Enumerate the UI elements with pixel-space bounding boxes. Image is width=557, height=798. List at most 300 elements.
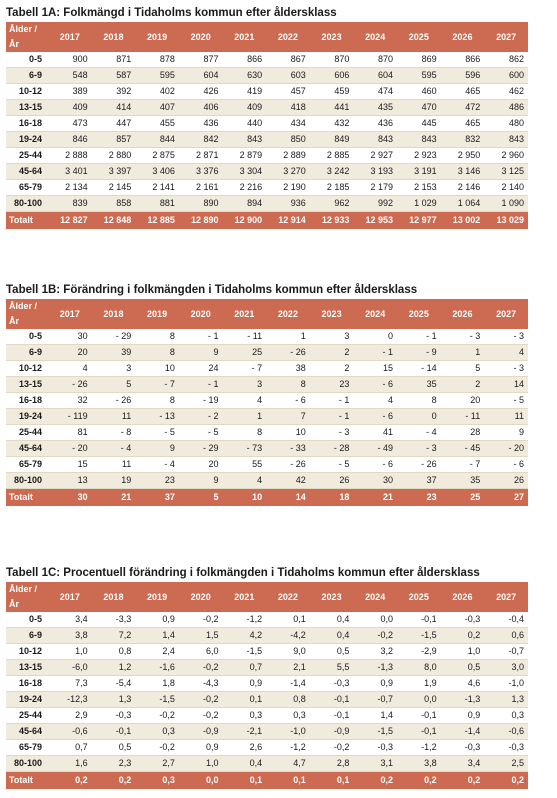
value-cell: 844 [135, 132, 179, 148]
value-cell: 1,0 [179, 756, 223, 772]
value-cell: 3 304 [223, 164, 267, 180]
total-cell: 18 [310, 489, 354, 507]
value-cell: 445 [397, 116, 441, 132]
value-cell: 465 [441, 84, 485, 100]
value-cell: 1,9 [397, 676, 441, 692]
value-cell: -0,9 [179, 724, 223, 740]
value-cell: - 6 [353, 409, 397, 425]
year-header: 2021 [223, 582, 267, 612]
value-cell: 3,8 [397, 756, 441, 772]
value-cell: 869 [397, 52, 441, 68]
value-cell: 0,2 [441, 628, 485, 644]
value-cell: - 1 [310, 409, 354, 425]
total-cell: 0,0 [179, 772, 223, 790]
age-class-cell: 65-79 [6, 180, 48, 196]
age-class-cell: 25-44 [6, 425, 48, 441]
value-cell: 14 [484, 377, 528, 393]
year-header: 2026 [441, 299, 485, 329]
age-class-cell: 0-5 [6, 612, 48, 628]
value-cell: 1 029 [397, 196, 441, 212]
header-row [6, 22, 528, 52]
value-cell: 11 [92, 457, 136, 473]
value-cell: - 5 [310, 457, 354, 473]
year-header: 2019 [135, 299, 179, 329]
total-cell: 0,2 [48, 772, 92, 790]
value-cell: 35 [397, 377, 441, 393]
value-cell: - 29 [92, 329, 136, 345]
value-cell: -0,3 [441, 612, 485, 628]
value-cell: 0,9 [441, 708, 485, 724]
value-cell: 587 [92, 68, 136, 84]
value-cell: 600 [484, 68, 528, 84]
year-header: 2021 [223, 22, 267, 52]
value-cell: 843 [484, 132, 528, 148]
total-cell: 14 [266, 489, 310, 507]
value-cell: 486 [484, 100, 528, 116]
table-title: Tabell 1C: Procentuell förändring i folkmängden i Tidaholms kommun efter åldersklass [6, 567, 480, 579]
value-cell: 26 [310, 473, 354, 489]
value-cell: 8 [223, 425, 267, 441]
value-cell: - 6 [484, 457, 528, 473]
value-cell: -3,3 [92, 612, 136, 628]
table-1a-section [6, 6, 528, 229]
value-cell: 0,8 [92, 644, 136, 660]
value-cell: 472 [441, 100, 485, 116]
value-cell: -0,9 [310, 724, 354, 740]
total-cell: 12 953 [353, 212, 397, 230]
age-class-cell: 25-44 [6, 148, 48, 164]
table-row [6, 628, 528, 644]
value-cell: 3,1 [353, 756, 397, 772]
value-cell: 3 146 [441, 164, 485, 180]
value-cell: - 8 [92, 425, 136, 441]
year-header: 2022 [266, 22, 310, 52]
value-cell: 3 397 [92, 164, 136, 180]
value-cell: 30 [48, 329, 92, 345]
value-cell: 5 [441, 361, 485, 377]
total-label: Totalt [6, 212, 48, 230]
value-cell: 9,0 [266, 644, 310, 660]
value-cell: - 33 [266, 441, 310, 457]
table-row [6, 692, 528, 708]
value-cell: 0,9 [135, 612, 179, 628]
year-header: 2027 [484, 582, 528, 612]
value-cell: 2 888 [48, 148, 92, 164]
year-header: 2019 [135, 22, 179, 52]
value-cell: 462 [484, 84, 528, 100]
value-cell: -12,3 [48, 692, 92, 708]
value-cell: 2 134 [48, 180, 92, 196]
value-cell: 3 270 [266, 164, 310, 180]
table-row [6, 457, 528, 473]
value-cell: -1,5 [135, 692, 179, 708]
change-table [6, 299, 528, 506]
value-cell: 4 [223, 473, 267, 489]
total-cell: 10 [223, 489, 267, 507]
table-row [6, 393, 528, 409]
value-cell: 474 [353, 84, 397, 100]
value-cell: 1,4 [353, 708, 397, 724]
value-cell: 470 [397, 100, 441, 116]
value-cell: 434 [266, 116, 310, 132]
value-cell: 9 [135, 441, 179, 457]
table-header [6, 582, 528, 612]
value-cell: 866 [223, 52, 267, 68]
value-cell: 0,5 [441, 660, 485, 676]
value-cell: - 5 [179, 425, 223, 441]
table-row [6, 708, 528, 724]
table-row [6, 196, 528, 212]
value-cell: 3 242 [310, 164, 354, 180]
total-cell: 13 029 [484, 212, 528, 230]
value-cell: - 3 [397, 441, 441, 457]
value-cell: -1,0 [484, 676, 528, 692]
year-header: 2023 [310, 299, 354, 329]
table-header [6, 22, 528, 52]
value-cell: -1,3 [353, 660, 397, 676]
value-cell: - 5 [135, 425, 179, 441]
value-cell: 8,0 [397, 660, 441, 676]
total-cell: 12 977 [397, 212, 441, 230]
value-cell: - 26 [266, 345, 310, 361]
age-class-cell: 10-12 [6, 361, 48, 377]
value-cell: - 45 [441, 441, 485, 457]
value-cell: 5 [92, 377, 136, 393]
total-cell: 0,1 [266, 772, 310, 790]
table-row [6, 345, 528, 361]
value-cell: 35 [441, 473, 485, 489]
value-cell: - 14 [397, 361, 441, 377]
value-cell: 3 406 [135, 164, 179, 180]
total-cell: 37 [135, 489, 179, 507]
age-class-cell: 45-64 [6, 164, 48, 180]
age-header: Ålder / År [6, 299, 48, 329]
age-class-cell: 6-9 [6, 345, 48, 361]
value-cell: - 13 [135, 409, 179, 425]
value-cell: - 7 [441, 457, 485, 473]
value-cell: 2,3 [92, 756, 136, 772]
value-cell: 604 [179, 68, 223, 84]
value-cell: 1 [441, 345, 485, 361]
value-cell: 0,7 [223, 660, 267, 676]
value-cell: 2 880 [92, 148, 136, 164]
value-cell: 890 [179, 196, 223, 212]
total-cell: 12 848 [92, 212, 136, 230]
total-cell: 0,3 [135, 772, 179, 790]
total-cell: 0,1 [223, 772, 267, 790]
age-class-cell: 19-24 [6, 692, 48, 708]
value-cell: 2 871 [179, 148, 223, 164]
table-row [6, 660, 528, 676]
year-header: 2020 [179, 582, 223, 612]
value-cell: - 2 [179, 409, 223, 425]
value-cell: 2 [441, 377, 485, 393]
value-cell: - 26 [48, 377, 92, 393]
table-row [6, 68, 528, 84]
value-cell: -1,3 [441, 692, 485, 708]
value-cell: 992 [353, 196, 397, 212]
value-cell: 10 [135, 361, 179, 377]
value-cell: 8 [135, 345, 179, 361]
value-cell: 0,3 [135, 724, 179, 740]
value-cell: 603 [266, 68, 310, 84]
value-cell: 862 [484, 52, 528, 68]
age-class-cell: 13-15 [6, 377, 48, 393]
value-cell: - 3 [310, 425, 354, 441]
value-cell: 0,3 [484, 708, 528, 724]
value-cell: - 1 [179, 377, 223, 393]
age-class-cell: 25-44 [6, 708, 48, 724]
value-cell: -1,5 [397, 628, 441, 644]
year-header: 2017 [48, 299, 92, 329]
value-cell: 857 [92, 132, 136, 148]
value-cell: 0,5 [310, 644, 354, 660]
value-cell: -0,3 [310, 676, 354, 692]
value-cell: 459 [310, 84, 354, 100]
value-cell: -5,4 [92, 676, 136, 692]
value-cell: -0,1 [310, 692, 354, 708]
value-cell: 2 950 [441, 148, 485, 164]
age-class-cell: 16-18 [6, 676, 48, 692]
value-cell: 4,6 [441, 676, 485, 692]
value-cell: 596 [441, 68, 485, 84]
value-cell: -0,1 [397, 612, 441, 628]
table-row [6, 409, 528, 425]
value-cell: -2,9 [397, 644, 441, 660]
value-cell: - 19 [179, 393, 223, 409]
value-cell: 881 [135, 196, 179, 212]
value-cell: 2 923 [397, 148, 441, 164]
value-cell: 2 185 [310, 180, 354, 196]
total-cell: 0,1 [310, 772, 354, 790]
total-cell: 27 [484, 489, 528, 507]
value-cell: 4,7 [266, 756, 310, 772]
value-cell: -1,2 [266, 740, 310, 756]
value-cell: -0,2 [310, 740, 354, 756]
total-label: Totalt [6, 772, 48, 790]
header-row [6, 299, 528, 329]
value-cell: -0,2 [179, 612, 223, 628]
value-cell: 407 [135, 100, 179, 116]
value-cell: 0,4 [223, 756, 267, 772]
total-cell: 0,2 [484, 772, 528, 790]
value-cell: 630 [223, 68, 267, 84]
value-cell: 1,5 [179, 628, 223, 644]
age-class-cell: 16-18 [6, 393, 48, 409]
value-cell: -1,4 [441, 724, 485, 740]
value-cell: - 1 [179, 329, 223, 345]
value-cell: 3,2 [353, 644, 397, 660]
value-cell: 0,5 [92, 740, 136, 756]
value-cell: 19 [92, 473, 136, 489]
value-cell: 2 [310, 361, 354, 377]
value-cell: - 11 [441, 409, 485, 425]
table-row [6, 116, 528, 132]
value-cell: 3 125 [484, 164, 528, 180]
value-cell: 2 146 [441, 180, 485, 196]
value-cell: 418 [266, 100, 310, 116]
value-cell: 473 [48, 116, 92, 132]
value-cell: 8 [397, 393, 441, 409]
value-cell: 2,5 [484, 756, 528, 772]
value-cell: 2 179 [353, 180, 397, 196]
table-title: Tabell 1A: Folkmängd i Tidaholms kommun efter åldersklass [6, 7, 337, 19]
total-cell: 0,2 [441, 772, 485, 790]
year-header: 2027 [484, 299, 528, 329]
value-cell: 3 [223, 377, 267, 393]
value-cell: 0,0 [397, 692, 441, 708]
table-row [6, 441, 528, 457]
year-header: 2019 [135, 582, 179, 612]
value-cell: 2 927 [353, 148, 397, 164]
value-cell: 870 [310, 52, 354, 68]
total-cell: 12 933 [310, 212, 354, 230]
value-cell: 1,0 [441, 644, 485, 660]
value-cell: -0,1 [397, 708, 441, 724]
table-row [6, 644, 528, 660]
value-cell: - 3 [484, 329, 528, 345]
value-cell: - 20 [484, 441, 528, 457]
value-cell: 402 [135, 84, 179, 100]
value-cell: 0,9 [223, 676, 267, 692]
year-header: 2025 [397, 299, 441, 329]
total-cell: 12 900 [223, 212, 267, 230]
year-header: 2021 [223, 299, 267, 329]
value-cell: 3 376 [179, 164, 223, 180]
age-class-cell: 80-100 [6, 473, 48, 489]
value-cell: 23 [310, 377, 354, 393]
value-cell: 4 [48, 361, 92, 377]
total-cell: 21 [92, 489, 136, 507]
value-cell: - 73 [223, 441, 267, 457]
table-footer [6, 772, 528, 790]
table-row [6, 676, 528, 692]
value-cell: - 26 [266, 457, 310, 473]
age-class-cell: 65-79 [6, 457, 48, 473]
age-class-cell: 6-9 [6, 68, 48, 84]
table-header [6, 299, 528, 329]
total-cell: 12 914 [266, 212, 310, 230]
value-cell: -0,7 [353, 692, 397, 708]
value-cell: 548 [48, 68, 92, 84]
value-cell: 2,4 [135, 644, 179, 660]
value-cell: 2 161 [179, 180, 223, 196]
value-cell: 24 [179, 361, 223, 377]
value-cell: - 1 [353, 345, 397, 361]
value-cell: 4 [223, 393, 267, 409]
table-row [6, 84, 528, 100]
value-cell: 1,2 [92, 660, 136, 676]
age-class-cell: 10-12 [6, 84, 48, 100]
value-cell: - 28 [310, 441, 354, 457]
value-cell: 447 [92, 116, 136, 132]
value-cell: -0,2 [179, 708, 223, 724]
total-cell: 25 [441, 489, 485, 507]
value-cell: 409 [223, 100, 267, 116]
age-class-cell: 80-100 [6, 756, 48, 772]
value-cell: 2 153 [397, 180, 441, 196]
value-cell: 2,1 [266, 660, 310, 676]
year-header: 2017 [48, 582, 92, 612]
value-cell: 9 [179, 345, 223, 361]
value-cell: 871 [92, 52, 136, 68]
value-cell: 849 [310, 132, 354, 148]
total-cell: 23 [397, 489, 441, 507]
value-cell: 0,1 [223, 692, 267, 708]
value-cell: 2 [310, 345, 354, 361]
total-cell: 0,2 [397, 772, 441, 790]
value-cell: 0,9 [353, 676, 397, 692]
value-cell: -1,5 [223, 644, 267, 660]
value-cell: 9 [179, 473, 223, 489]
value-cell: - 3 [484, 361, 528, 377]
value-cell: 2 145 [92, 180, 136, 196]
value-cell: 0,9 [179, 740, 223, 756]
value-cell: 1,3 [484, 692, 528, 708]
table-row [6, 756, 528, 772]
year-header: 2018 [92, 582, 136, 612]
value-cell: 2,7 [135, 756, 179, 772]
value-cell: 2,9 [48, 708, 92, 724]
table-body [6, 612, 528, 772]
year-header: 2024 [353, 582, 397, 612]
value-cell: 30 [353, 473, 397, 489]
value-cell: -2,1 [223, 724, 267, 740]
value-cell: 3 [92, 361, 136, 377]
value-cell: 936 [266, 196, 310, 212]
value-cell: - 7 [223, 361, 267, 377]
table-row [6, 361, 528, 377]
value-cell: 20 [48, 345, 92, 361]
value-cell: 878 [135, 52, 179, 68]
value-cell: 2 190 [266, 180, 310, 196]
year-header: 2020 [179, 299, 223, 329]
value-cell: 0,7 [48, 740, 92, 756]
value-cell: -1,2 [397, 740, 441, 756]
value-cell: 595 [397, 68, 441, 84]
table-row [6, 52, 528, 68]
table-row [6, 164, 528, 180]
value-cell: 1,0 [48, 644, 92, 660]
value-cell: 2 889 [266, 148, 310, 164]
value-cell: 11 [484, 409, 528, 425]
table-row [6, 377, 528, 393]
value-cell: 846 [48, 132, 92, 148]
value-cell: -0,3 [353, 740, 397, 756]
value-cell: 0,6 [484, 628, 528, 644]
value-cell: 3 401 [48, 164, 92, 180]
year-header: 2022 [266, 299, 310, 329]
value-cell: 843 [223, 132, 267, 148]
value-cell: 426 [179, 84, 223, 100]
value-cell: 2,8 [310, 756, 354, 772]
value-cell: 8 [266, 377, 310, 393]
value-cell: 1,3 [92, 692, 136, 708]
year-header: 2024 [353, 22, 397, 52]
total-label: Totalt [6, 489, 48, 507]
value-cell: 1,8 [135, 676, 179, 692]
value-cell: 37 [397, 473, 441, 489]
value-cell: -0,3 [441, 740, 485, 756]
value-cell: 0,8 [266, 692, 310, 708]
value-cell: -0,3 [92, 708, 136, 724]
value-cell: -4,3 [179, 676, 223, 692]
value-cell: 843 [353, 132, 397, 148]
value-cell: 436 [179, 116, 223, 132]
value-cell: -0,2 [179, 692, 223, 708]
value-cell: 4 [484, 345, 528, 361]
value-cell: 0,0 [353, 612, 397, 628]
